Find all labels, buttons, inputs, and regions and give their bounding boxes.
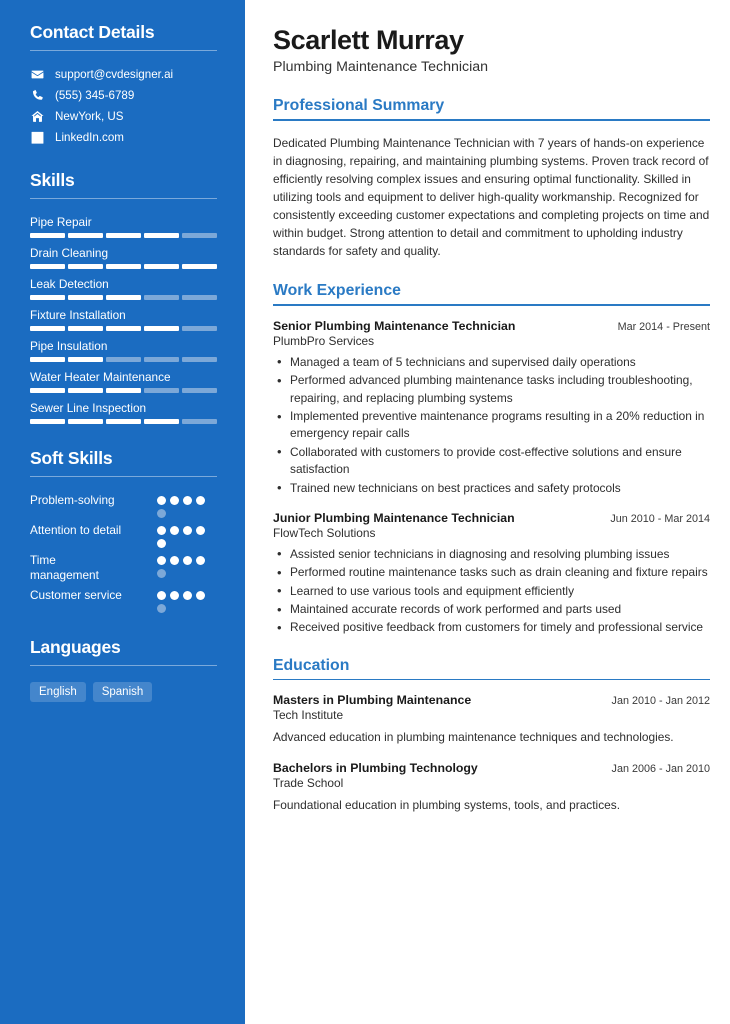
skill-bar-segment: [68, 233, 103, 238]
soft-skill-rating: [157, 493, 217, 518]
experience-bullet: • Maintained accurate records of work performed and parts used: [273, 601, 710, 618]
soft-skills-divider: [30, 476, 217, 477]
contact-value: LinkedIn.com: [55, 130, 124, 144]
skill-item: [30, 277, 217, 300]
soft-skills-heading: Soft Skills: [30, 448, 113, 468]
rating-dot: [196, 496, 205, 505]
skill-bar-segment: [106, 419, 141, 424]
skill-bar-segment: [30, 357, 65, 362]
professional-summary-section: [273, 97, 710, 260]
skill-level-bar: [30, 295, 217, 300]
experience-header: [273, 319, 710, 333]
skill-bar-segment: [68, 419, 103, 424]
skill-bar-segment: [68, 326, 103, 331]
skill-bar-segment: [68, 388, 103, 393]
language-tag: Spanish: [93, 682, 153, 702]
rating-dot: [183, 591, 192, 600]
skill-bar-segment: [144, 233, 179, 238]
summary-divider: [273, 119, 710, 121]
rating-dot: [157, 509, 166, 518]
experience-date: Mar 2014 - Present: [617, 320, 710, 333]
experience-heading: Work Experience: [273, 282, 401, 300]
contact-heading: Contact Details: [30, 22, 155, 42]
skill-label: Leak Detection: [30, 277, 109, 291]
contact-divider: [30, 50, 217, 51]
experience-bullet: • Performed advanced plumbing maintenance tasks including troubleshooting, repairing, and replacing plumbing systems: [273, 372, 710, 407]
rating-dot: [157, 526, 166, 535]
job-title: Plumbing Maintenance Technician: [273, 59, 489, 76]
education-section: [273, 657, 710, 815]
skill-bar-segment: [144, 326, 179, 331]
soft-skill-label: Customer service: [30, 588, 122, 603]
skill-bar-segment: [68, 357, 103, 362]
education-description: Foundational education in plumbing systems, tools, and practices.: [273, 798, 621, 813]
experience-bullet: • Performed routine maintenance tasks such as drain cleaning and fixture repairs: [273, 564, 710, 581]
envelope-icon: [30, 67, 44, 81]
contact-section: [30, 22, 217, 144]
education-header: [273, 761, 710, 775]
skill-bar-segment: [30, 264, 65, 269]
skill-bar-segment: [144, 295, 179, 300]
skill-level-bar: [30, 419, 217, 424]
phone-icon: [30, 88, 44, 102]
soft-skill-label: Attention to detail: [30, 523, 122, 537]
soft-skills-section: [30, 448, 217, 613]
experience-item: [273, 319, 710, 497]
education-item: [273, 693, 710, 747]
contact-value: support@cvdesigner.ai: [55, 67, 174, 81]
language-tag-list: [30, 682, 217, 702]
skill-bar-segment: [106, 326, 141, 331]
skill-item: [30, 339, 217, 362]
skill-bar-segment: [144, 419, 179, 424]
rating-dot: [157, 496, 166, 505]
rating-dot: [196, 556, 205, 565]
summary-text: Dedicated Plumbing Maintenance Technician with 7 years of hands-on experience in diagnosing, repairing, and maintaining plumbing systems. Proven track record of efficiently resolving complex issues and ensuring optimal functionality. Skilled in utilizing tools and equipment to deliver high-quality workmanship. Recognized for consistently exceeding customer expectations and completing projects on time and within budget. Strong attention to detail and commitment to upholding industry standards for safety and quality.: [273, 135, 710, 259]
sidebar: [0, 0, 245, 1024]
rating-dot: [183, 526, 192, 535]
experience-bullet-list: [273, 354, 710, 497]
skill-bar-segment: [182, 388, 217, 393]
rating-dot: [170, 526, 179, 535]
skill-bar-segment: [182, 326, 217, 331]
skill-bar-segment: [30, 419, 65, 424]
education-degree: Masters in Plumbing Maintenance: [273, 693, 472, 708]
language-tag: English: [30, 682, 86, 702]
rating-dot: [196, 591, 205, 600]
skill-bar-segment: [30, 388, 65, 393]
experience-bullet-list: [273, 546, 710, 637]
skill-label: Pipe Insulation: [30, 339, 108, 353]
skill-level-bar: [30, 388, 217, 393]
skill-item: [30, 246, 217, 269]
soft-skill-item: [30, 493, 217, 518]
skill-bar-segment: [144, 388, 179, 393]
skills-list: [30, 215, 217, 424]
skill-bar-segment: [68, 295, 103, 300]
experience-date: Jun 2010 - Mar 2014: [610, 512, 710, 525]
soft-skill-rating: [157, 588, 217, 613]
page-title: Scarlett Murray: [273, 25, 464, 55]
rating-dot: [170, 556, 179, 565]
skill-item: [30, 308, 217, 331]
soft-skill-item: [30, 553, 217, 583]
experience-role: Junior Plumbing Maintenance Technician: [273, 510, 515, 525]
rating-dot: [157, 556, 166, 565]
skill-label: Water Heater Maintenance: [30, 370, 171, 384]
education-heading: Education: [273, 656, 350, 674]
experience-list: [273, 319, 710, 637]
rating-dot: [196, 526, 205, 535]
skill-bar-segment: [144, 264, 179, 269]
home-icon: [30, 109, 44, 123]
skill-item: [30, 401, 217, 424]
rating-dot: [170, 496, 179, 505]
rating-dot: [170, 591, 179, 600]
education-list: [273, 693, 710, 815]
skill-level-bar: [30, 264, 217, 269]
contact-item[interactable]: [30, 67, 217, 81]
experience-organization: PlumbPro Services: [273, 333, 375, 348]
skill-bar-segment: [106, 295, 141, 300]
skill-bar-segment: [182, 357, 217, 362]
linkedin-icon: [30, 130, 44, 144]
skill-bar-segment: [182, 295, 217, 300]
skills-section: [30, 170, 217, 424]
skill-bar-segment: [182, 233, 217, 238]
skill-level-bar: [30, 326, 217, 331]
skill-label: Pipe Repair: [30, 215, 92, 229]
contact-item[interactable]: [30, 88, 217, 102]
skill-label: Fixture Installation: [30, 308, 126, 322]
skill-bar-segment: [68, 264, 103, 269]
contact-value: (555) 345-6789: [55, 88, 135, 102]
experience-role: Senior Plumbing Maintenance Technician: [273, 318, 516, 333]
experience-header: [273, 511, 710, 525]
contact-item[interactable]: [30, 130, 217, 144]
experience-bullet: • Assisted senior technicians in diagnosing and resolving plumbing issues: [273, 546, 710, 563]
education-date: Jan 2010 - Jan 2012: [611, 695, 710, 708]
soft-skills-list: [30, 493, 217, 613]
soft-skill-rating: [157, 553, 217, 578]
experience-bullet: • Managed a team of 5 technicians and supervised daily operations: [273, 354, 710, 371]
rating-dot: [183, 496, 192, 505]
rating-dot: [157, 604, 166, 613]
skill-bar-segment: [144, 357, 179, 362]
skill-bar-segment: [106, 388, 141, 393]
contact-list: [30, 67, 217, 144]
skill-bar-segment: [30, 295, 65, 300]
experience-bullet: • Learned to use various tools and equipment efficiently: [273, 583, 710, 600]
education-item: [273, 761, 710, 815]
soft-skill-item: [30, 588, 217, 613]
contact-item[interactable]: [30, 109, 217, 123]
soft-skill-item: [30, 523, 217, 548]
skill-level-bar: [30, 233, 217, 238]
skill-label: Drain Cleaning: [30, 246, 109, 260]
skill-level-bar: [30, 357, 217, 362]
education-header: [273, 693, 710, 707]
experience-bullet: • Implemented preventive maintenance programs resulting in a 20% reduction in emergency repair calls: [273, 408, 710, 443]
education-date: Jan 2006 - Jan 2010: [611, 763, 710, 776]
languages-divider: [30, 665, 217, 666]
experience-bullet: • Collaborated with customers to provide cost-effective solutions and ensure satisfaction: [273, 444, 710, 479]
skill-bar-segment: [182, 264, 217, 269]
skill-item: [30, 370, 217, 393]
education-school: Trade School: [273, 776, 344, 791]
skill-bar-segment: [30, 326, 65, 331]
work-experience-section: [273, 282, 710, 636]
summary-heading: Professional Summary: [273, 97, 445, 115]
education-description: Advanced education in plumbing maintenance techniques and technologies.: [273, 730, 674, 745]
skill-bar-segment: [182, 419, 217, 424]
education-school: Tech Institute: [273, 708, 344, 723]
education-degree: Bachelors in Plumbing Technology: [273, 761, 478, 776]
skill-bar-segment: [106, 233, 141, 238]
languages-heading: Languages: [30, 637, 121, 658]
main-content: [245, 0, 730, 1024]
rating-dot: [157, 591, 166, 600]
experience-item: [273, 511, 710, 637]
contact-value: NewYork, US: [55, 109, 124, 123]
education-divider: [273, 679, 710, 681]
experience-organization: FlowTech Solutions: [273, 525, 376, 540]
skill-bar-segment: [30, 233, 65, 238]
soft-skill-rating: [157, 523, 217, 548]
soft-skill-label: Time management: [30, 553, 99, 583]
skills-heading: Skills: [30, 170, 75, 190]
languages-section: [30, 637, 217, 702]
experience-divider: [273, 304, 710, 306]
rating-dot: [157, 569, 166, 578]
soft-skill-label: Problem-solving: [30, 493, 115, 507]
skill-bar-segment: [106, 264, 141, 269]
experience-bullet: • Received positive feedback from customers for timely and professional service: [273, 619, 710, 636]
skill-bar-segment: [106, 357, 141, 362]
experience-bullet: • Trained new technicians on best practices and safety protocols: [273, 480, 710, 497]
rating-dot: [183, 556, 192, 565]
skill-label: Sewer Line Inspection: [30, 401, 147, 415]
skill-item: [30, 215, 217, 238]
skills-divider: [30, 198, 217, 199]
rating-dot: [157, 539, 166, 548]
